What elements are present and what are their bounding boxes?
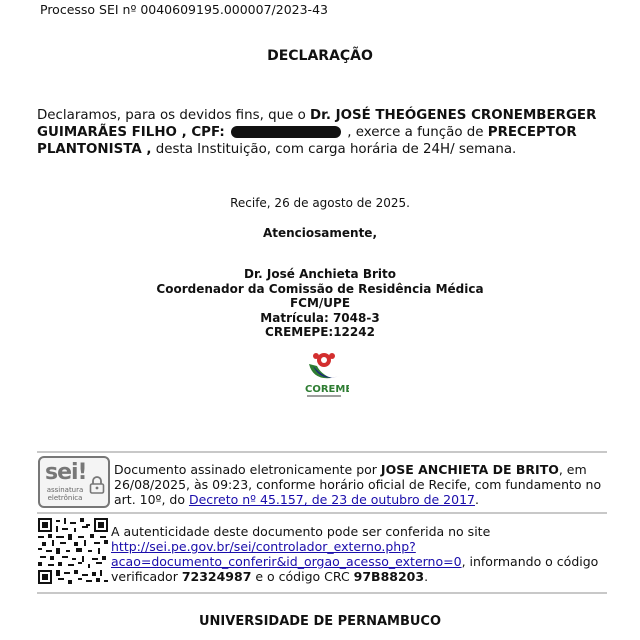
signer-name: JOSE ANCHIETA DE BRITO: [380, 462, 559, 477]
sei-badge-subtitle: assinatura eletrônica: [46, 486, 84, 502]
sei-logo-text: sei!: [45, 460, 87, 485]
body-mid: , exerce a função de: [343, 125, 488, 140]
employee-name: Dr. JOSÉ THEÓGENES CRONEMBERGER GUIMARÃES FILHO , CPF:: [37, 108, 597, 140]
sei-verification-link-params[interactable]: acao=documento_conferir&id_orgao_acesso_externo=0: [111, 554, 462, 569]
coreme-logo: [299, 350, 349, 400]
closing: Atenciosamente,: [262, 226, 378, 240]
signatory-name: Dr. José Anchieta Brito: [244, 267, 396, 281]
declaration-body: [37, 107, 607, 158]
process-number: Processo SEI nº 0040609195.000007/2023-43: [40, 2, 328, 17]
body-end: desta Instituição, com carga horária de 24H/ semana.: [151, 142, 517, 157]
footer-institution: UNIVERSIDADE DE PERNAMBUCO: [198, 614, 442, 629]
signatory-title: Coordenador da Comissão de Residência Médica: [156, 281, 484, 296]
electronic-signature-text: Documento assinado eletronicamente por JOSE ANCHIETA DE BRITO, em 26/08/2025, às 09:23, conforme horário oficial de Recife, com fundamento no art. 10º, do Decreto nº 45.157, de 23 de outubro de 2017.: [114, 462, 602, 507]
crc-code: 97B88203: [353, 569, 425, 584]
decree-link[interactable]: Decreto nº 45.157, de 23 de outubro de 2017: [188, 492, 475, 507]
signatory-block: [0, 267, 640, 340]
lock-icon: [89, 476, 105, 494]
signatory-matricula: Matrícula: 7048-3: [260, 310, 380, 325]
body-intro: Declaramos, para os devidos fins, que o: [37, 108, 311, 123]
page-title: DECLARAÇÃO: [267, 48, 373, 64]
signatory-cremepe: CREMEPE:12242: [265, 325, 375, 339]
verifier-code: 72324987: [181, 569, 252, 584]
employee-role: PRECEPTOR PLANTONISTA ,: [37, 125, 577, 157]
cpf-redaction: [231, 126, 341, 138]
sei-signature-badge: [38, 456, 110, 508]
svg-text:COREME: COREME: [305, 384, 349, 395]
qr-code: [38, 518, 108, 584]
signatory-unit: FCM/UPE: [289, 296, 351, 310]
divider: [37, 512, 607, 514]
divider: [37, 451, 607, 453]
sei-verification-link[interactable]: http://sei.pe.gov.br/sei/controlador_externo.php?: [111, 539, 416, 554]
date-line: Recife, 26 de agosto de 2025.: [230, 196, 410, 210]
authenticity-text: A autenticidade deste documento pode ser conferida no site http://sei.pe.gov.br/sei/controlador_externo.php? acao=documento_conferir&id_orgao_acesso_externo=0, informando o código verificador 72324987 e o código CRC 97B88203.: [111, 524, 599, 584]
divider: [37, 592, 607, 594]
